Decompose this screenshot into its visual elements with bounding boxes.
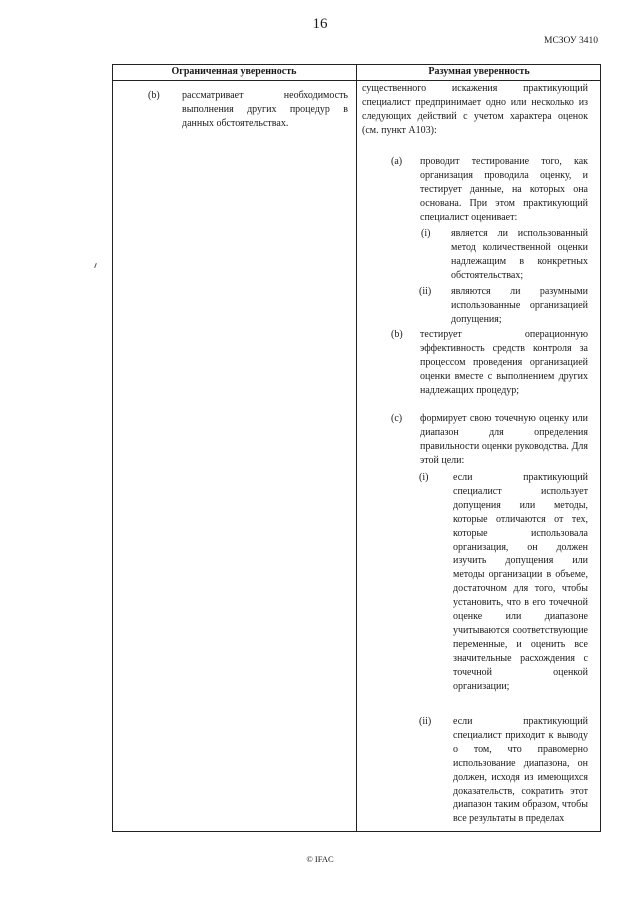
column-header-limited-assurance: Ограниченная уверенность xyxy=(171,66,297,77)
left-item-b-marker: (b) xyxy=(148,90,160,101)
scan-mark xyxy=(94,263,97,268)
right-intro-text: существенного искажения практикующий специалист предпринимает одно или несколько из следующих действий с учетом характера оценок (см. пункт A103): xyxy=(362,83,588,136)
footer-copyright: © IFAC xyxy=(306,854,334,864)
right-item-a-ii-text: являются ли разумными использованные организацией допущения; xyxy=(451,286,588,325)
right-item-a-i-text: является ли использованный метод количественной оценки надлежащим в конкретных обстоятельствах; xyxy=(451,228,588,281)
right-item-c-i-marker: (i) xyxy=(419,472,429,483)
document-code: МСЗОУ 3410 xyxy=(544,36,598,46)
right-item-a-i-marker: (i) xyxy=(421,228,431,239)
right-item-c-i-text: если практикующий специалист использует допущения или методы, которые отличаются от тех, которые использовала организация, он должен изучить допущения или методы организации в объеме, достаточном для того, чтобы установить, что в его точечной оценке или диапазоне учитываются соответствующие переменные, и оценить все значительные расхождения с точечной оценкой организации; xyxy=(453,472,588,692)
right-item-c-text: формирует свою точечную оценку или диапазон для определения правильности оценки руководства. Для этой цели: xyxy=(420,413,588,466)
right-item-c-ii-marker: (ii) xyxy=(419,716,432,727)
right-item-a-ii-marker: (ii) xyxy=(419,286,432,297)
right-item-c-marker: (c) xyxy=(391,413,403,424)
right-item-a-text: проводит тестирование того, как организация проводила оценку, и тестирует данные, на которых она основана. При этом практикующий специалист оценивает: xyxy=(420,156,588,223)
right-item-b-marker: (b) xyxy=(391,329,403,340)
column-divider xyxy=(356,64,357,832)
page-number: 16 xyxy=(312,16,328,32)
right-item-b-text: тестирует операционную эффективность средств контроля за процессом проведения организацией оценки вместе с выполнением других надлежащих процедур; xyxy=(420,329,588,396)
header-rule xyxy=(112,80,601,81)
left-item-b-text: рассматривает необходимость выполнения других процедур в данных обстоятельствах. xyxy=(182,90,348,129)
right-item-a-marker: (a) xyxy=(391,156,403,167)
right-item-c-ii-text: если практикующий специалист приходит к выводу о том, что правомерно использование диапазона, он должен, исходя из имеющихся доказательств, сократить этот диапазон таким образом, чтобы все результаты в пределах xyxy=(453,716,588,825)
column-header-reasonable-assurance: Разумная уверенность xyxy=(428,66,530,77)
